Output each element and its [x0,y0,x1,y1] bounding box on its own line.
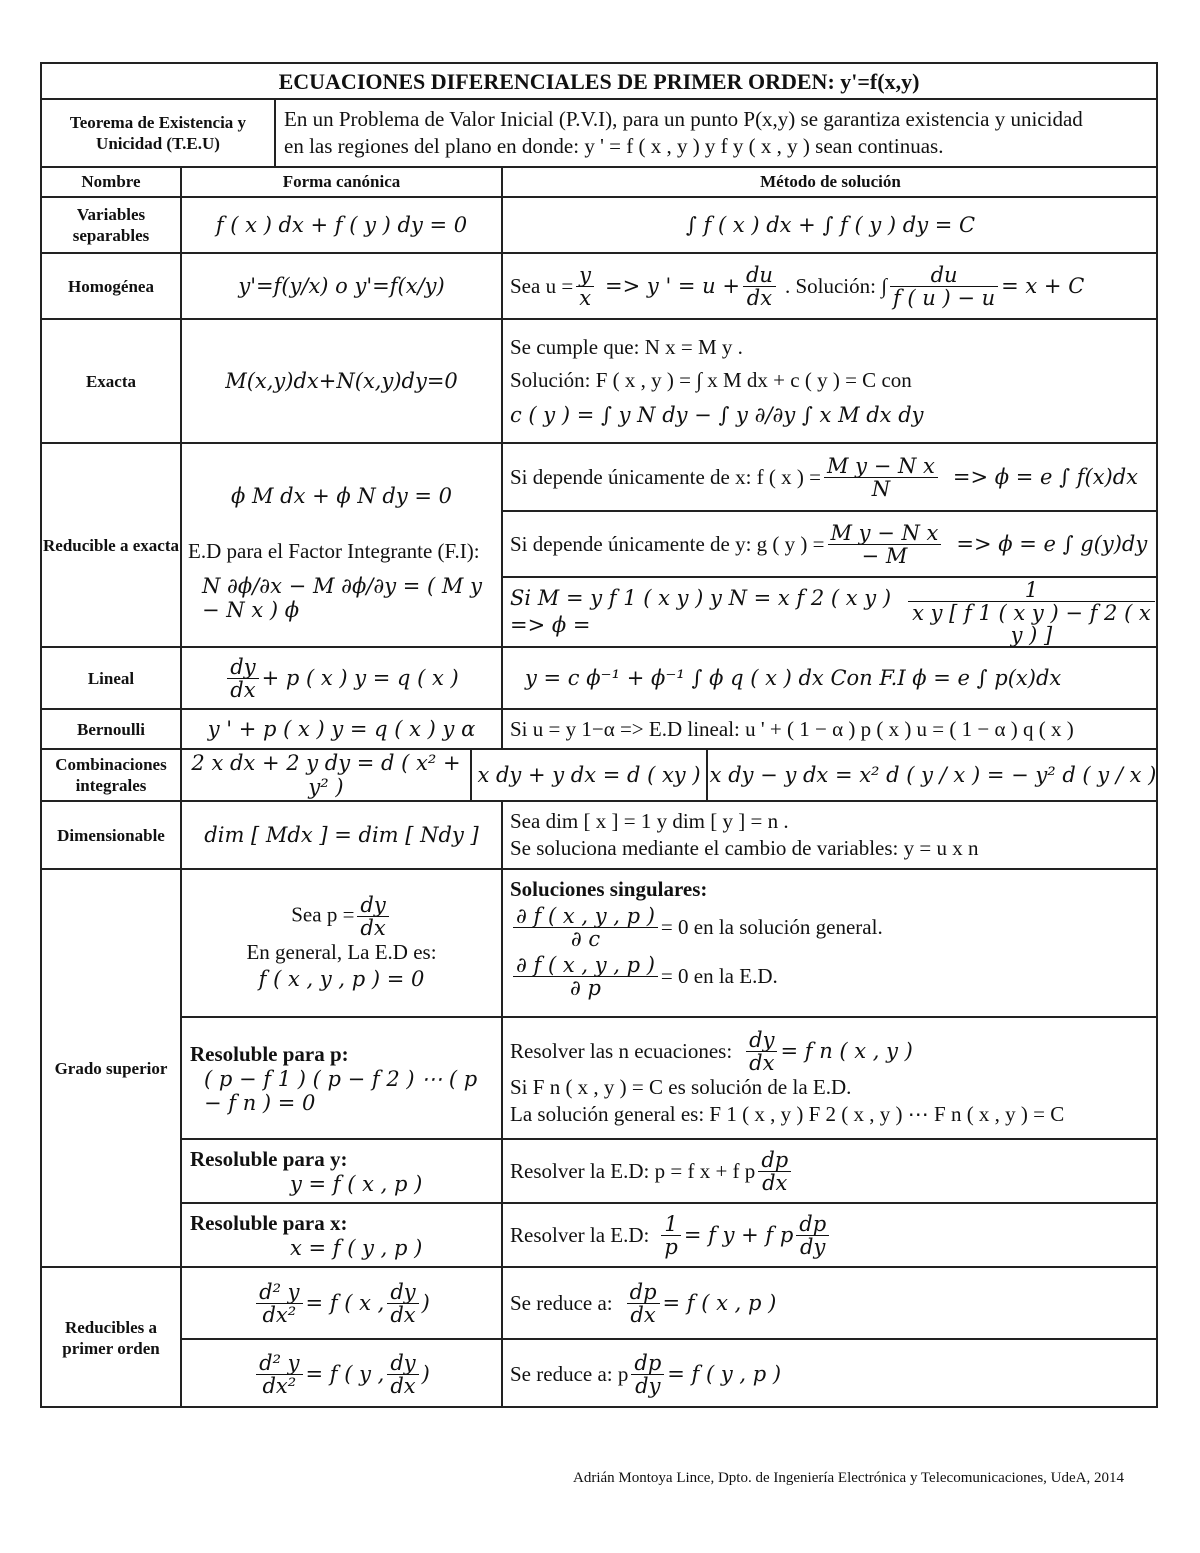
resoluble-p-title: Resoluble para p: [190,1041,349,1066]
homogenea-du-num: du [743,264,776,287]
grado-f-equation: f ( x , y , p ) = 0 [258,966,425,991]
reducible-case-y [503,512,1158,578]
reducible-c3-num: 1 [908,579,1155,602]
grado-dy: dy [357,894,388,917]
resoluble-p-form [182,1018,503,1140]
reducibles-2-text: Se reduce a: p [510,1361,629,1386]
reducibles-1-close: ) [421,1291,430,1315]
singular-1-den: ∂ c [570,927,601,951]
reducible-c3-text: Si M = y f 1 ( x y ) y N = x f 2 ( x y ) => ϕ = [510,586,892,637]
resoluble-x-equation: x = f ( y , p ) [290,1235,423,1260]
resoluble-p-fn: = f n ( x , y ) [780,1038,913,1063]
combinacion-1: 2 x dx + 2 y dy = d ( x² + y² ) [182,750,472,802]
reducible-c2-den: − M [861,543,908,568]
reducible-c1-num: M y − N x [824,455,938,478]
method-bernoulli: Si u = y 1−α => E.D lineal: u ' + ( 1 − α ) p ( x ) u = ( 1 − α ) q ( x ) [503,710,1158,750]
teu-line-1: En un Problema de Valor Inicial (P.V.I), para un punto P(x,y) se garantiza existencia y unicidad [284,107,1083,131]
teu-text [276,100,1158,168]
reducible-case-x [503,444,1158,512]
reducible-c2-phi: => ϕ = e ∫ g(y)dy [956,531,1148,556]
homogenea-solucion: . Solución: ∫ [784,273,887,298]
method-separables: ∫ f ( x ) dx + ∫ f ( y ) dy = C [503,198,1158,254]
dimensionable-line-2: Se soluciona mediante el cambio de variables: y = u x n [510,836,979,860]
reducibles-2-d2y: d² y [256,1352,302,1375]
form-dimensionable: dim [ Mdx ] = dim [ Ndy ] [182,802,503,870]
lineal-dx: dx [230,677,256,702]
exacta-line-1: Se cumple que: N x = M y . [510,334,743,359]
reducible-c2-text: Si depende únicamente de y: g ( y ) = [510,531,825,556]
form-reducible [182,444,503,648]
reducible-c3-den: x y [ f 1 ( x y ) − f 2 ( x y ) ] [912,600,1151,647]
reducibles-2-dx2: dx² [262,1373,297,1398]
form-homogenea: y'=f(y/x) o y'=f(x/y) [182,254,503,320]
homogenea-sea: Sea u = [510,273,574,298]
exacta-line-3: c ( y ) = ∫ y N dy − ∫ y ∂/∂y ∫ x M dx dy [510,402,924,427]
reducibles-1-mdx: dx [630,1302,656,1327]
name-dimensionable: Dimensionable [42,802,182,870]
grado-en-general: En general, La E.D es: [246,939,437,964]
resoluble-y-dp: dp [758,1149,791,1172]
formula-sheet [40,62,1158,1408]
reducibles-1-dx: dx [390,1302,416,1327]
form-bernoulli: y ' + p ( x ) y = q ( x ) y α [182,710,503,750]
resoluble-x-form [182,1204,503,1268]
method-lineal: y = c ϕ⁻¹ + ϕ⁻¹ ∫ ϕ q ( x ) dx Con F.I ϕ = e ∫ p(x)dx [503,648,1158,710]
reducibles-1-f: = f ( x , [305,1291,385,1315]
header-name: Nombre [42,168,182,198]
name-bernoulli: Bernoulli [42,710,182,750]
reducible-form-3: N ∂ϕ/∂x − M ∂ϕ/∂y = ( M y − N x ) ϕ [202,574,482,622]
resoluble-x-dp: dp [796,1213,829,1236]
resoluble-x-one: 1 [661,1213,680,1236]
header-method: Método de solución [503,168,1158,198]
reducible-c1-text: Si depende únicamente de x: f ( x ) = [510,464,821,489]
dimensionable-line-1: Sea dim [ x ] = 1 y dim [ y ] = n . [510,809,789,833]
homogenea-u-num: y [576,264,594,287]
reducibles-form-2 [182,1340,503,1408]
homogenea-sol-den: f ( u ) − u [892,285,996,310]
resoluble-x-text: Resolver la E.D: [510,1222,650,1247]
resoluble-p-method [503,1018,1158,1140]
form-exacta: M(x,y)dx+N(x,y)dy=0 [182,320,503,444]
lineal-rest: + p ( x ) y = q ( x ) [261,666,459,690]
homogenea-sol-rhs: = x + C [1001,273,1085,298]
reducibles-1-dp: dp [627,1281,660,1304]
reducibles-1-dx2: dx² [262,1302,297,1327]
reducibles-method-1 [503,1268,1158,1340]
method-dimensionable [503,802,1158,870]
resoluble-y-equation: y = f ( x , p ) [290,1171,423,1196]
soluciones-singulares [503,870,1158,1018]
homogenea-du-den: dx [746,285,773,310]
resoluble-x-dy: dy [800,1234,826,1259]
homogenea-sol-num: du [890,264,998,287]
teu-label: Teorema de Existencia y Unicidad (T.E.U) [42,100,276,168]
singulares-title: Soluciones singulares: [510,877,708,901]
resoluble-p-line-1: Resolver las n ecuaciones: [510,1038,733,1063]
reducible-form-2: E.D para el Factor Integrante (F.I): [188,539,480,563]
reducibles-2-rhs: = f ( y , p ) [667,1361,782,1386]
resoluble-x-p: p [664,1234,678,1259]
grado-sea-p: Sea p = [291,901,355,926]
singular-2-rhs: = 0 en la E.D. [660,964,778,988]
resoluble-p-line-2: Si F n ( x , y ) = C es solución de la E.D. [510,1074,852,1099]
resoluble-y-dx: dx [762,1170,788,1195]
resoluble-y-text: Resolver la E.D: p = f x + f p [510,1158,756,1183]
reducible-c1-phi: => ϕ = e ∫ f(x)dx [952,464,1139,489]
sheet-title: ECUACIONES DIFERENCIALES DE PRIMER ORDEN: y'=f(x,y) [42,64,1156,100]
reducibles-2-close: ) [421,1362,430,1386]
resoluble-y-title: Resoluble para y: [190,1146,348,1171]
name-lineal: Lineal [42,648,182,710]
reducible-form-1: ϕ M dx + ϕ N dy = 0 [230,484,453,508]
reducibles-2-f: = f ( y , [305,1362,385,1386]
resoluble-p-line-3: La solución general es: F 1 ( x , y ) F 2 ( x , y ) ⋯ F n ( x , y ) = C [510,1101,1065,1126]
homogenea-yprime: => y ' = u + [605,273,740,298]
method-exacta [503,320,1158,444]
combinacion-2: x dy + y dx = d ( xy ) [472,750,708,802]
grado-general-form [182,870,503,1018]
name-homogenea: Homogénea [42,254,182,320]
reducibles-1-dy: dy [387,1281,418,1304]
singular-2-den: ∂ p [569,976,601,1000]
reducible-c1-den: N [871,476,891,501]
teu-line-2: en las regiones del plano en donde: y ' = f ( x , y ) y f y ( x , y ) sean continuas. [284,134,944,158]
form-lineal [182,648,503,710]
resoluble-p-dx: dx [749,1050,775,1075]
name-separables: Variables separables [42,198,182,254]
resoluble-y-method [503,1140,1158,1204]
reducibles-1-rhs: = f ( x , p ) [662,1290,777,1315]
resoluble-x-title: Resoluble para x: [190,1210,348,1235]
name-reducibles: Reducibles a primer orden [42,1268,182,1408]
reducibles-2-mdy: dy [635,1373,661,1398]
reducibles-2-dp: dp [631,1352,664,1375]
resoluble-x-method [503,1204,1158,1268]
reducibles-1-text: Se reduce a: [510,1290,613,1315]
reducibles-1-d2y: d² y [256,1281,302,1304]
name-grado: Grado superior [42,870,182,1268]
resoluble-x-fy: = f y + f p [683,1222,794,1247]
reducibles-method-2 [503,1340,1158,1408]
resoluble-p-equation: ( p − f 1 ) ( p − f 2 ) ⋯ ( p − f n ) = 0 [204,1066,478,1115]
name-reducible: Reducible a exacta [42,444,182,648]
singular-2-num: ∂ f ( x , y , p ) [513,954,658,977]
resoluble-y-form [182,1140,503,1204]
name-exacta: Exacta [42,320,182,444]
grado-dx: dx [360,915,386,940]
reducible-c2-num: M y − N x [828,522,942,545]
exacta-line-2: Solución: F ( x , y ) = ∫ x M dx + c ( y ) = C con [510,367,912,392]
footer-credit: Adrián Montoya Lince, Dpto. de Ingeniería Electrónica y Telecomunicaciones, UdeA, 2014 [573,1470,1124,1486]
reducibles-2-dy: dy [387,1352,418,1375]
resoluble-p-dy: dy [746,1029,777,1052]
reducibles-form-1 [182,1268,503,1340]
singular-1-rhs: = 0 en la solución general. [660,915,883,939]
reducibles-2-dx: dx [390,1373,416,1398]
lineal-dy: dy [227,656,258,679]
singular-1-num: ∂ f ( x , y , p ) [513,905,658,928]
header-form: Forma canónica [182,168,503,198]
reducible-case-xy [503,578,1158,648]
name-combinaciones: Combinaciones integrales [42,750,182,802]
method-homogenea [503,254,1158,320]
form-separables: f ( x ) dx + f ( y ) dy = 0 [182,198,503,254]
combinacion-3: x dy − y dx = x² d ( y / x ) = − y² d ( y / x ) [708,750,1158,802]
homogenea-u-den: x [579,285,592,310]
